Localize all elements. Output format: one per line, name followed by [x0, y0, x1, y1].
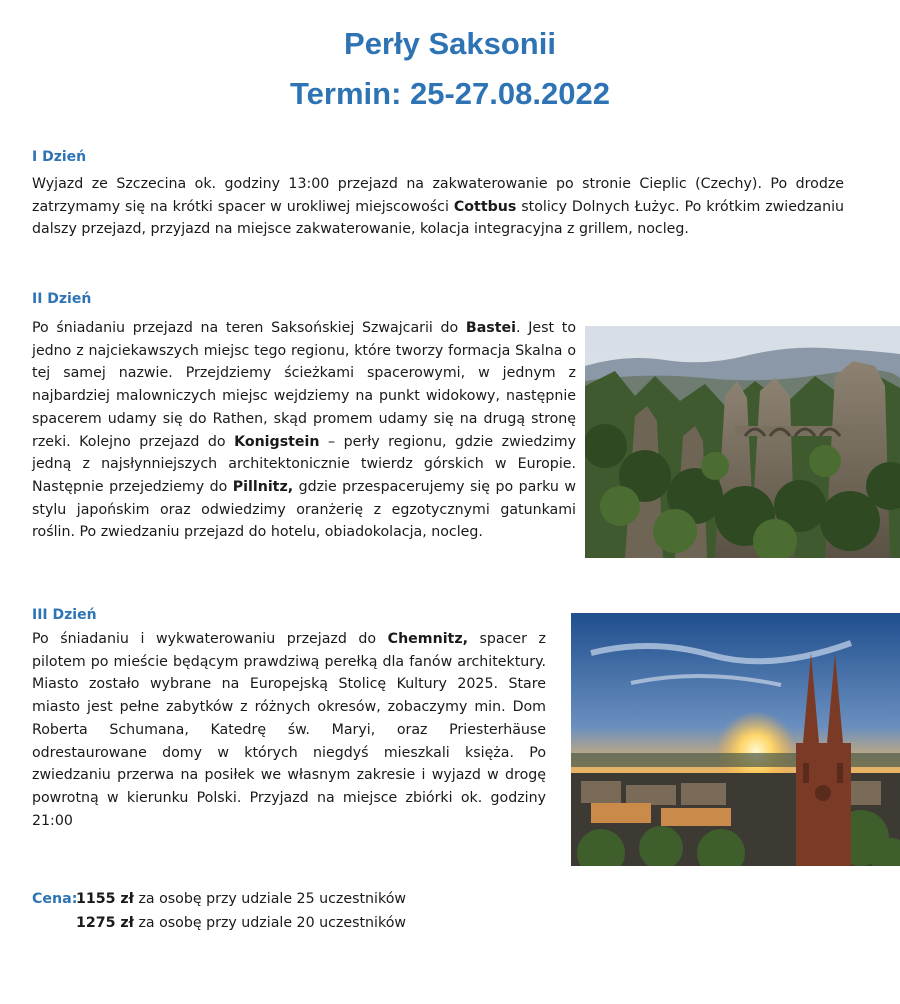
text-segment: Po śniadaniu i wykwaterowaniu przejazd do: [32, 631, 388, 647]
bastei-photo: [585, 326, 900, 558]
day-1-heading: I Dzień: [32, 149, 87, 165]
day-2-heading: II Dzień: [32, 291, 92, 307]
day-2-description: [32, 317, 576, 544]
text-segment: spacer z pilotem po mieście będącym prawdziwą perełką dla fanów architektury. Miasto zostało wybrane na Europejską Stolicę Kultury 2025. Stare miasto jest pełne zabytków z różnych okresów, zobaczymy min. Dom Roberta Schumana, Katedrę św. Maryi, oraz Priesterhäuse odrestaurowane domy w których niegdyś mieszkali księża. Po zwiedzaniu przerwa na posiłek we własnym zakresie i wyjazd w drogę powrotną w kierunku Polski. Przyjazd na miejsce zbiórki ok. godziny 21:00: [32, 631, 546, 829]
document-title: Perły Saksonii: [344, 26, 556, 61]
place-name: Cottbus: [453, 198, 517, 215]
price-desc: za osobę przy udziale 20 uczestników: [133, 915, 406, 931]
price-amount: 1275 zł: [76, 915, 134, 931]
place-name: Konigstein: [234, 433, 320, 450]
day-3-description: [32, 628, 546, 832]
day-3-heading: III Dzień: [32, 607, 97, 623]
price-line-25: [76, 889, 406, 909]
price-amount: 1155 zł: [76, 891, 134, 907]
text-segment: stolicy Dolnych Łużyc. Po krótkim zwiedzaniu dalszy przejazd, przyjazd na miejsce zakwaterowanie, kolacja integracyjna z grillem, nocleg.: [32, 198, 844, 238]
place-name: Bastei: [465, 320, 517, 336]
price-label: Cena:: [32, 891, 78, 907]
chemnitz-illustration: [571, 613, 900, 866]
price-line-20: [76, 913, 406, 933]
text-segment: Po śniadaniu przejazd na teren Saksońskiej Szwajcarii do: [32, 320, 466, 336]
price-desc: za osobę przy udziale 25 uczestników: [133, 891, 406, 907]
bastei-illustration: [585, 326, 900, 558]
text-segment: – perły regionu, gdzie zwiedzimy jedną z najsłynniejszych architektonicznie twierdz górskich w Europie. Następnie przejedziemy do: [32, 433, 576, 495]
place-name: Chemnitz,: [387, 631, 468, 647]
chemnitz-photo: [571, 613, 900, 866]
document-date: Termin: 25-27.08.2022: [290, 76, 610, 111]
day-1-description: [32, 173, 844, 241]
text-segment: . Jest to jedno z najciekawszych miejsc tego regionu, które tworzy formacja Skalna o tej samej nazwie. Przejdziemy ścieżkami spacerowymi, w jednym z najbardziej malowniczych miejsc wejdziemy na punkt widokowy, następnie spacerem udamy się do Rathen, skąd promem udamy się na drugą stronę rzeki. Kolejno przejazd do: [32, 320, 577, 450]
text-segment: Wyjazd ze Szczecina ok. godziny 13:00 przejazd na zakwaterowanie po stronie Cieplic (Czechy). Po drodze zatrzymamy się na krótki spacer w urokliwej miejscowości: [32, 176, 844, 215]
place-name: Pillnitz,: [232, 478, 294, 495]
text-segment: gdzie przespacerujemy się po parku w stylu japońskim oraz odwiedzimy oranżerię z egzotycznymi gatunkami roślin. Po zwiedzaniu przejazd do hotelu, obiadokolacja, nocleg.: [32, 478, 576, 541]
